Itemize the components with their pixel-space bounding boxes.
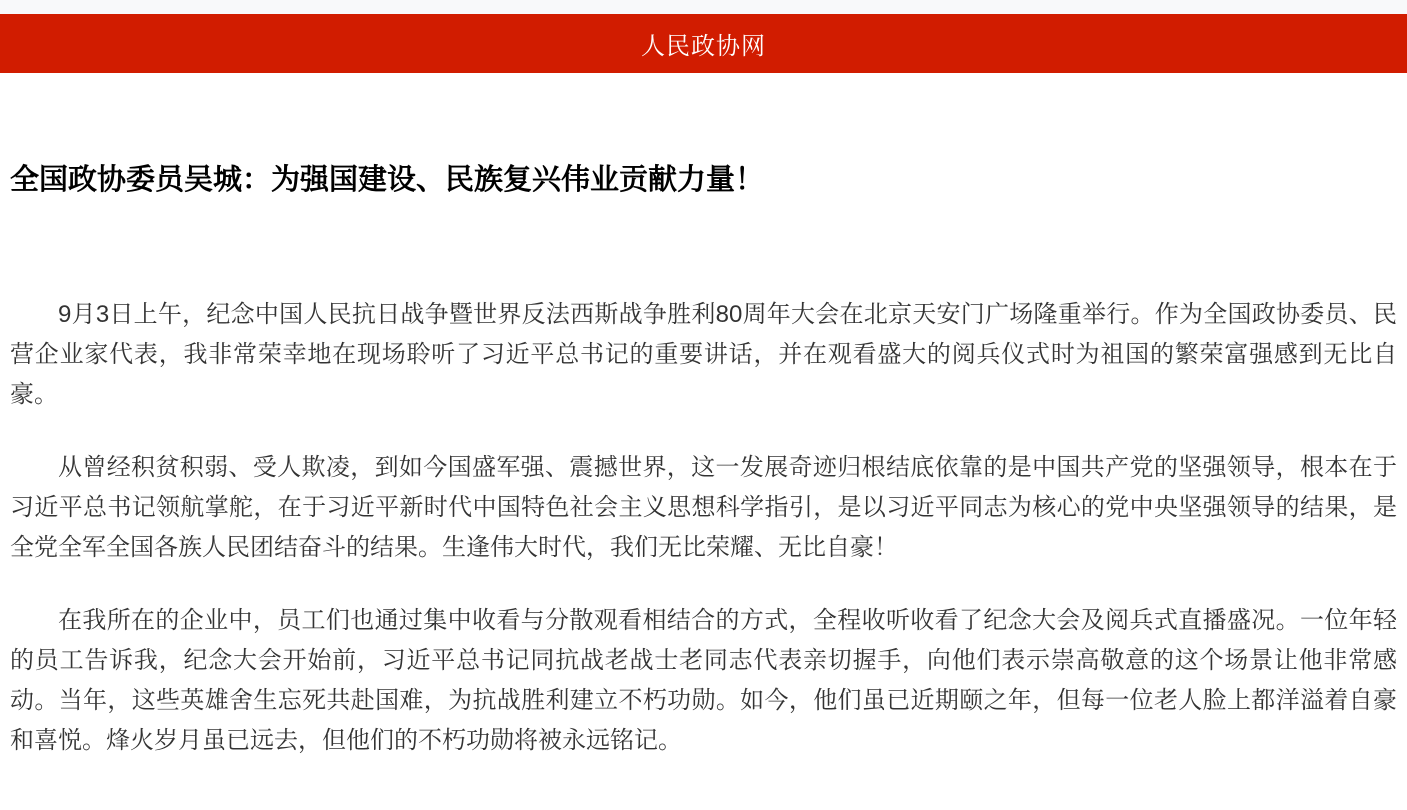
article-body <box>10 295 1397 761</box>
site-banner <box>0 14 1407 73</box>
article-content <box>0 160 1407 761</box>
article-paragraph: 在我所在的企业中，员工们也通过集中收看与分散观看相结合的方式，全程收听收看了纪念大会及阅兵式直播盛况。一位年轻的员工告诉我，纪念大会开始前，习近平总书记同抗战老战士老同志代表亲切握手，向他们表示崇高敬意的这个场景让他非常感动。当年，这些英雄舍生忘死共赴国难，为抗战胜利建立不朽功勋。如今，他们虽已近期颐之年，但每一位老人脸上都洋溢着自豪和喜悦。烽火岁月虽已远去，但他们的不朽功勋将被永远铭记。 <box>10 607 1397 754</box>
article-paragraph: 9月3日上午，纪念中国人民抗日战争暨世界反法西斯战争胜利80周年大会在北京天安门广场隆重举行。作为全国政协委员、民营企业家代表，我非常荣幸地在现场聆听了习近平总书记的重要讲话，并在观看盛大的阅兵仪式时为祖国的繁荣富强感到无比自豪。 <box>10 301 1397 408</box>
article-paragraph: 从曾经积贫积弱、受人欺凌，到如今国盛军强、震撼世界，这一发展奇迹归根结底依靠的是中国共产党的坚强领导，根本在于习近平总书记领航掌舵，在于习近平新时代中国特色社会主义思想科学指引，是以习近平同志为核心的党中央坚强领导的结果，是全党全军全国各族人民团结奋斗的结果。生逢伟大时代，我们无比荣耀、无比自豪！ <box>10 454 1397 561</box>
site-title-link[interactable]: 人民政协网 <box>641 33 766 60</box>
article-headline: 全国政协委员吴城：为强国建设、民族复兴伟业贡献力量！ <box>10 164 765 196</box>
top-strip <box>0 0 1407 14</box>
